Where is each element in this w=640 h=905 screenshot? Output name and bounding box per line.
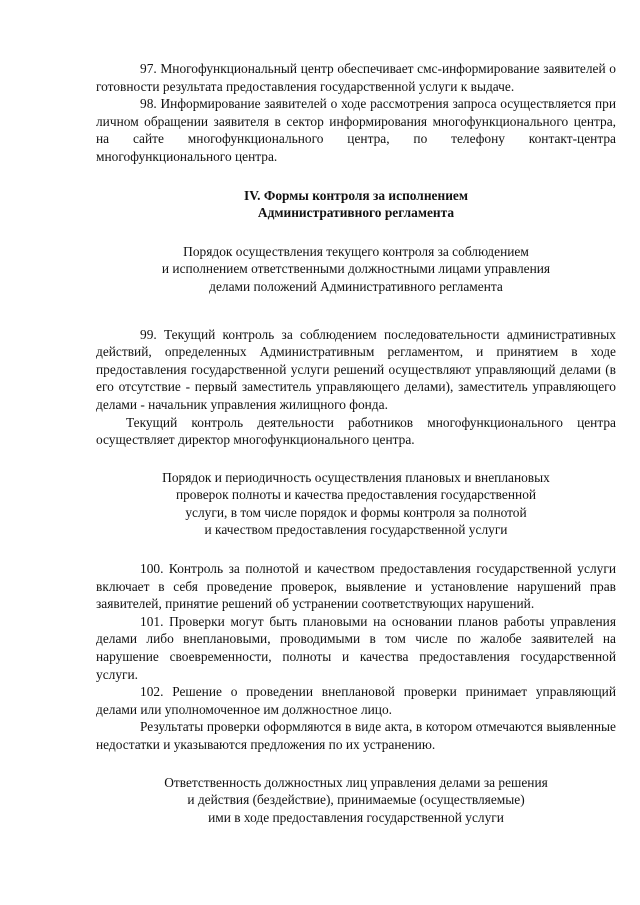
section-title-line: IV. Формы контроля за исполнением [244, 187, 468, 203]
subheading-line: проверок полноты и качества предоставления государственной [175, 487, 537, 503]
section-title-line: Административного регламента [257, 205, 455, 221]
subheading-line: делами положений Административного регламента [209, 278, 503, 294]
paragraph-99: 99. Текущий контроль за соблюдением последовательности административных действий, определенных Административным регламентом, и принятием в ходе предоставления государственной услуги решений осуществляют управляющий делами (в его отсутствие - первый заместитель управляющего делами), заместитель управляющего делами - начальник управления жилищного фонда. [96, 326, 616, 412]
document-page [96, 60, 616, 826]
paragraph-101: 101. Проверки могут быть плановыми на основании планов работы управления делами либо внеплановыми, проводимыми в том числе по жалобе заявителей на нарушение своевременности, полноты и качества предоставления государственной услуги. [96, 613, 616, 682]
subheading-inspections [96, 469, 616, 539]
subheading-line: и качеством предоставления государственной услуги [204, 522, 508, 538]
subheading-line: Ответственность должностных лиц управления делами за решения [164, 774, 548, 790]
subheading-current-control [96, 243, 616, 296]
inspections-block [96, 560, 616, 754]
paragraph-results: Результаты проверки оформляются в виде акта, в котором отмечаются выявленные недостатки и указываются предложения по их устранению. [96, 719, 616, 752]
section-title [96, 187, 616, 222]
paragraph-102: 102. Решение о проведении внеплановой проверки принимает управляющий делами или уполномоченное им должностное лицо. [96, 684, 616, 717]
subheading-line: и исполнением ответственными должностными лицами управления [161, 261, 551, 277]
paragraph-97: 97. Многофункциональный центр обеспечивает смс-информирование заявителей о готовности результата предоставления государственной услуги к выдаче. [96, 61, 616, 94]
subheading-responsibility [96, 774, 616, 827]
paragraph-100: 100. Контроль за полнотой и качеством предоставления государственной услуги включает в себя проведение проверок, выявление и установление нарушений прав заявителей, принятие решений об устранении соответствующих нарушений. [96, 561, 616, 612]
subheading-line: ими в ходе предоставления государственной услуги [208, 809, 504, 825]
subheading-line: Порядок и периодичность осуществления плановых и внеплановых [162, 469, 550, 485]
subheading-line: и действия (бездействие), принимаемые (осуществляемые) [187, 792, 525, 808]
subheading-line: Порядок осуществления текущего контроля за соблюдением [183, 243, 529, 259]
paragraph-98: 98. Информирование заявителей о ходе рассмотрения запроса осуществляется при личном обращении заявителя в сектор информирования многофункционального центра, на сайте многофункционального центра, по телефону контакт-центра многофункционального центра. [96, 96, 616, 164]
paragraph-mfc-control: Текущий контроль деятельности работников многофункционального центра осуществляет директор многофункционального центра. [96, 414, 616, 448]
current-control-block [96, 326, 616, 449]
subheading-line: услуги, в том числе порядок и формы контроля за полнотой [185, 504, 527, 520]
